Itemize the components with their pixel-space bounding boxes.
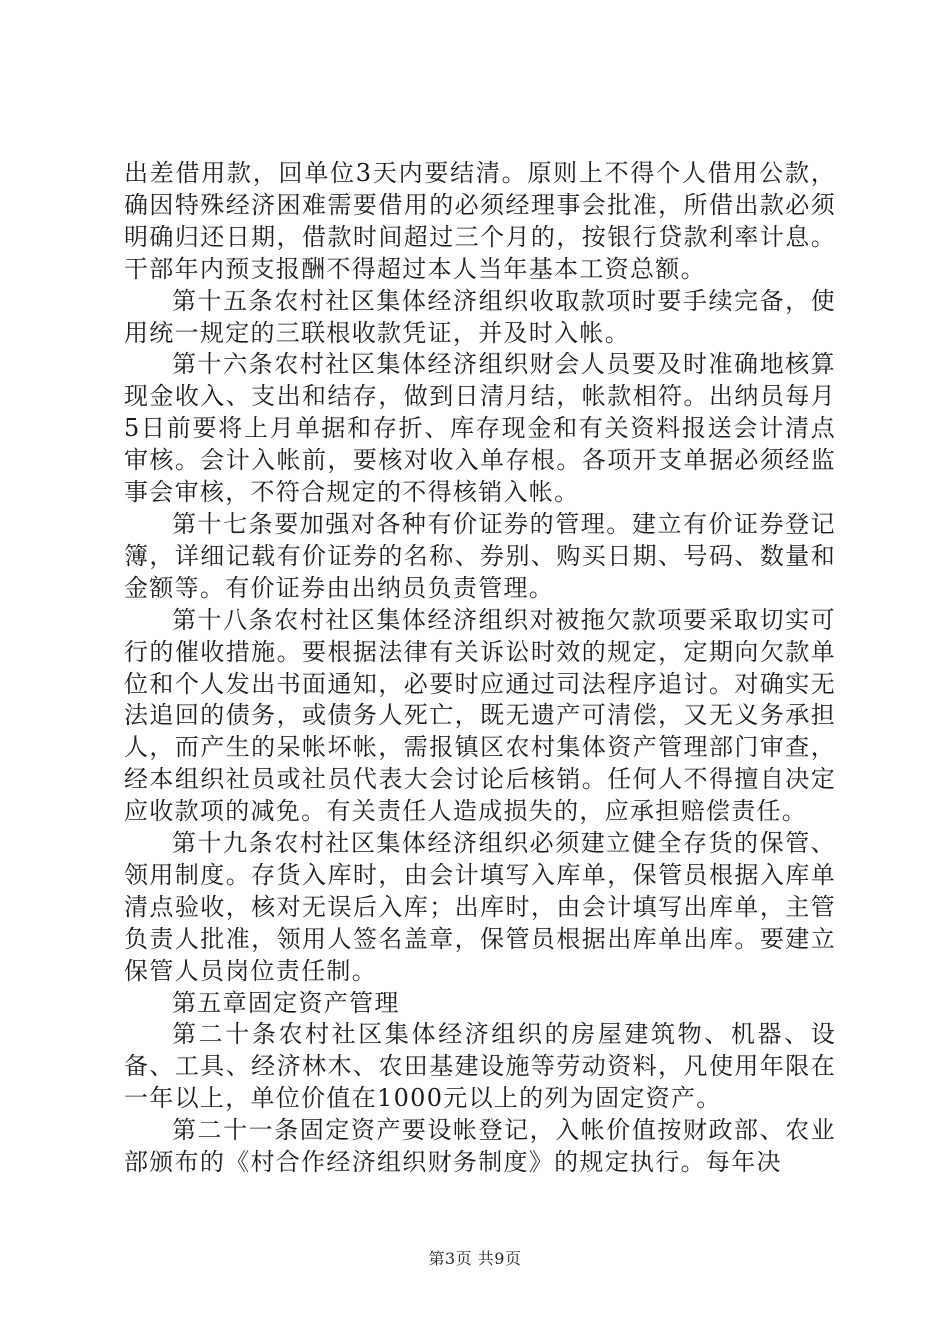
paragraph-article-15: 第十五条农村社区集体经济组织收取款项时要手续完备，使用统一规定的三联根收款凭证，并及时入帐。 <box>124 286 836 347</box>
paragraph-article-18: 第十八条农村社区集体经济组织对被拖欠款项要采取切实可行的催收措施。要根据法律有关诉讼时效的规定，定期向欠款单位和个人发出书面通知，必要时应通过司法程序追讨。对确实无法追回的债务，或债务人死亡，既无遗产可清偿，又无义务承担人，而产生的呆帐坏帐，需报镇区农村集体资产管理部门审查，经本组织社员或社员代表大会讨论后核销。任何人不得擅自决定应收款项的减免。有关责任人造成损失的，应承担赔偿责任。 <box>124 605 836 826</box>
chapter-heading: 第五章固定资产管理 <box>172 988 400 1017</box>
document-body <box>124 158 836 1179</box>
paragraph-article-19: 第十九条农村社区集体经济组织必须建立健全存货的保管、领用制度。存货入库时，由会计填写入库单，保管员根据入库单清点验收，核对无误后入库；出库时，由会计填写出库单，主管负责人批准，领用人签名盖章，保管员根据出库单出库。要建立保管人员岗位责任制。 <box>124 829 836 985</box>
page-number: 第3页 共9页 <box>428 1249 522 1268</box>
paragraph-article-16: 第十六条农村社区集体经济组织财会人员要及时准确地核算现金收入、支出和结存，做到日清月结，帐款相符。出纳员每月5日前要将上月单据和存折、库存现金和有关资料报送会计清点审核。会计入帐前，要核对收入单存根。各项开支单据必须经监事会审核，不符合规定的不得核销入帐。 <box>124 350 836 507</box>
paragraph-article-17: 第十七条要加强对各种有价证券的管理。建立有价证券登记簿，详细记载有价证券的名称、券别、购买日期、号码、数量和金额等。有价证券由出纳员负责管理。 <box>124 509 836 602</box>
paragraph-article-20: 第二十条农村社区集体经济组织的房屋建筑物、机器、设备、工具、经济林木、农田基建设施等劳动资料，凡使用年限在一年以上，单位价值在1000元以上的列为固定资产。 <box>124 1020 836 1113</box>
paragraph-article-21: 第二十一条固定资产要设帐登记，入帐价值按财政部、农业部颁布的《村合作经济组织财务制度》的规定执行。每年决 <box>124 1116 836 1177</box>
paragraph-continuation: 出差借用款，回单位3天内要结清。原则上不得个人借用公款，确因特殊经济困难需要借用的必须经理事会批准，所借出款必须明确归还日期，借款时间超过三个月的，按银行贷款利率计息。干部年内预支报酬不得超过本人当年基本工资总额。 <box>124 159 836 283</box>
